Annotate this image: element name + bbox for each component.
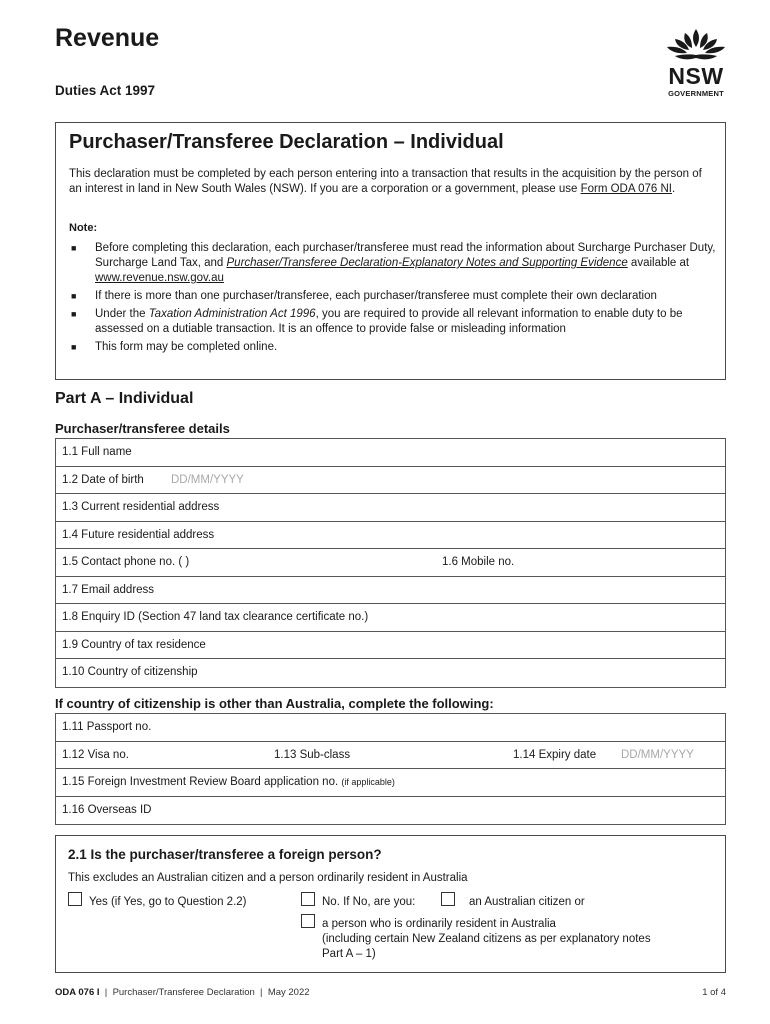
question-2-1-box (55, 835, 726, 973)
bullet-icon: ■ (71, 342, 77, 352)
current-address-field[interactable]: 1.3 Current residential address (56, 494, 725, 522)
mobile-field[interactable]: 1.6 Mobile no. (442, 556, 515, 568)
nsw-government-logo (661, 27, 731, 101)
list-item: ■ Before completing this declaration, each purchaser/transferee must read the information about Surcharge Purchaser Duty, Surcharge Land Tax, and Purchaser/Transferee Declaration-Explanatory Notes and Supporting Evidence available at www.revenue.nsw.gov.au (71, 242, 716, 284)
waratah-icon (661, 27, 731, 63)
contact-phone-field[interactable]: 1.5 Contact phone no. ( ) (62, 556, 190, 568)
list-item: ■ Under the Taxation Administration Act 1996, you are required to provide all relevant information to enable duty to be assessed on a dutiable transaction. It is an offence to provide false or misleading information (71, 308, 683, 335)
foreign-details-table (55, 713, 726, 825)
foreign-citizen-heading: If country of citizenship is other than Australia, complete the following: (55, 696, 494, 711)
australian-citizen-checkbox[interactable] (441, 892, 455, 906)
logo-nsw-text: NSW (668, 63, 724, 89)
visa-field[interactable]: 1.12 Visa no. (62, 748, 129, 761)
date-of-birth-field[interactable]: 1.2 Date of birth DD/MM/YYYY (56, 467, 725, 495)
no-label: No. If No, are you: (322, 896, 416, 908)
overseas-id-field[interactable]: 1.16 Overseas ID (62, 803, 152, 816)
bullet-icon: ■ (71, 291, 77, 301)
form-title: Purchaser/Transferee Declaration – Individual (69, 131, 504, 153)
act-name: Duties Act 1997 (55, 83, 156, 98)
note-label: Note: (69, 222, 98, 234)
subclass-field[interactable]: 1.13 Sub-class (274, 748, 351, 761)
ordinarily-resident-checkbox[interactable] (301, 914, 315, 928)
footer-form-code: ODA 076 I (55, 987, 100, 998)
list-item: ■ This form may be completed online. (71, 341, 278, 353)
declaration-intro-box (55, 122, 726, 380)
bullet-icon: ■ (71, 309, 77, 319)
intro-paragraph: This declaration must be completed by each person entering into a transaction that results in the acquisition by the person of an interest in land in New South Wales (NSW). If you are a corporation or a government, please use Form ODA 076 NI. (69, 168, 702, 195)
revenue-website-link[interactable]: www.revenue.nsw.gov.au (95, 272, 224, 284)
agency-title: Revenue (55, 24, 160, 52)
ordinarily-resident-label: a person who is ordinarily resident in Australia (including certain New Zealand citizens as per explanatory notes Part A – 1) (322, 918, 651, 960)
expiry-placeholder: DD/MM/YYYY (621, 748, 694, 761)
phone-row (56, 549, 725, 577)
yes-checkbox[interactable] (68, 892, 82, 906)
page-number: 1 of 4 (702, 987, 726, 998)
visa-row (56, 742, 725, 770)
australian-citizen-label: an Australian citizen or (469, 896, 585, 908)
question-2-1-title: 2.1 Is the purchaser/transferee a foreign person? (68, 847, 382, 862)
list-item: ■ If there is more than one purchaser/transferee, each purchaser/transferee must complete their own declaration (71, 290, 657, 302)
full-name-field[interactable]: 1.1 Full name (56, 439, 725, 467)
footer-form-name: Purchaser/Transferee Declaration (112, 987, 255, 998)
future-address-field[interactable]: 1.4 Future residential address (56, 522, 725, 550)
note-bullets (69, 241, 719, 358)
bullet-icon: ■ (71, 243, 77, 253)
purchaser-details-table (55, 438, 726, 688)
enquiry-id-field[interactable]: 1.8 Enquiry ID (Section 47 land tax clearance certificate no.) (56, 604, 725, 632)
citizenship-field[interactable]: 1.10 Country of citizenship (62, 666, 198, 678)
passport-field[interactable]: 1.11 Passport no. (56, 714, 725, 742)
no-checkbox[interactable] (301, 892, 315, 906)
footer-form-info: ODA 076 I | Purchaser/Transferee Declaration | May 2022 (55, 987, 310, 998)
form-oda076ni-link[interactable]: Form ODA 076 NI (580, 183, 672, 195)
yes-label: Yes (if Yes, go to Question 2.2) (89, 896, 247, 908)
question-2-1-subtext: This excludes an Australian citizen and a person ordinarily resident in Australia (68, 872, 468, 884)
expiry-date-field[interactable]: 1.14 Expiry date (513, 748, 597, 761)
tax-residence-field[interactable]: 1.9 Country of tax residence (56, 632, 725, 660)
email-field[interactable]: 1.7 Email address (56, 577, 725, 605)
firb-note: (if applicable) (341, 777, 395, 787)
part-a-heading: Part A – Individual (55, 390, 194, 407)
dob-placeholder: DD/MM/YYYY (171, 473, 244, 486)
details-heading: Purchaser/transferee details (55, 421, 230, 436)
logo-government-text: GOVERNMENT (668, 89, 724, 98)
footer-date: May 2022 (267, 987, 310, 998)
explanatory-notes-link[interactable]: Purchaser/Transferee Declaration-Explanatory Notes and Supporting Evidence (226, 257, 628, 269)
firb-field[interactable]: 1.15 Foreign Investment Review Board application no. (if applicable) (56, 769, 725, 797)
